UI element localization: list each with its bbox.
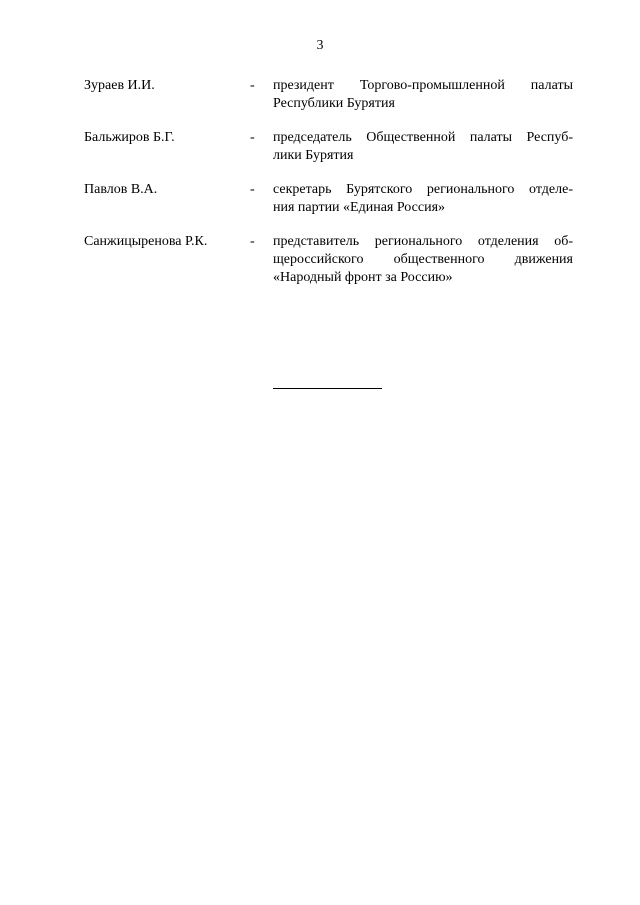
member-row bbox=[0, 77, 640, 129]
member-position-line: лики Бурятия bbox=[273, 148, 354, 163]
end-rule bbox=[273, 388, 382, 389]
member-position bbox=[273, 181, 573, 217]
member-name: Павлов В.А. bbox=[84, 182, 158, 197]
member-dash: - bbox=[250, 78, 255, 93]
member-name: Бальжиров Б.Г. bbox=[84, 130, 175, 145]
member-position bbox=[273, 129, 573, 165]
member-position-line: щероссийского общественного движения bbox=[273, 252, 573, 267]
member-row bbox=[0, 233, 640, 293]
member-name: Санжицыренова Р.К. bbox=[84, 234, 208, 249]
member-dash: - bbox=[250, 182, 255, 197]
member-position-line: «Народный фронт за Россию» bbox=[273, 270, 453, 285]
member-row bbox=[0, 129, 640, 181]
member-position-line: председатель Общественной палаты Респуб- bbox=[273, 130, 573, 145]
member-position-line: президент Торгово-промышленной палаты bbox=[273, 78, 573, 93]
member-dash: - bbox=[250, 234, 255, 249]
member-dash: - bbox=[250, 130, 255, 145]
member-name: Зураев И.И. bbox=[84, 78, 155, 93]
member-position-line: секретарь Бурятского регионального отделе- bbox=[273, 182, 573, 197]
member-row bbox=[0, 181, 640, 233]
page-number: 3 bbox=[316, 38, 324, 53]
member-position-line: представитель регионального отделения об- bbox=[273, 234, 573, 249]
member-position-line: ния партии «Единая Россия» bbox=[273, 200, 446, 215]
member-list bbox=[0, 77, 640, 293]
member-position bbox=[273, 233, 573, 287]
member-position bbox=[273, 77, 573, 113]
member-position-line: Республики Бурятия bbox=[273, 96, 395, 111]
